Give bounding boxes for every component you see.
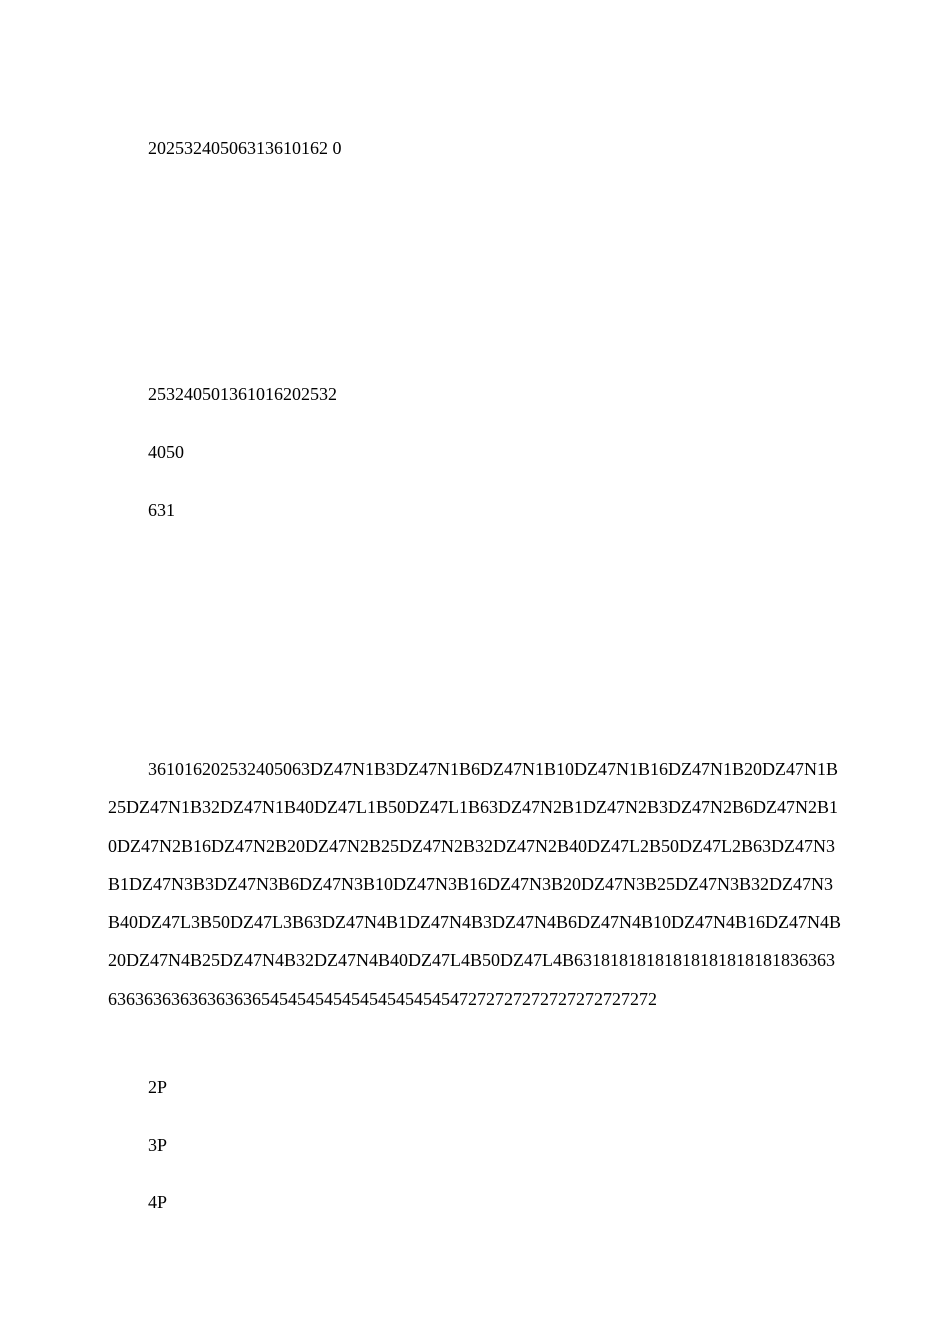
item-3p: 3P (148, 1135, 168, 1155)
body-paragraph: 361016202532405063DZ47N1B3DZ47N1B6DZ47N1B10DZ47N1B16DZ47N1B20DZ47N1B25DZ47N1B32DZ47N1B40DZ47L1B50DZ47L1B63DZ47N2B1DZ47N2B3DZ47N2B6DZ47N2B10DZ47N2B16DZ47N2B20DZ47N2B25DZ47N2B32DZ47N2B40DZ47L2B50DZ47L2B63DZ47N3B1DZ47N3B3DZ47N3B6DZ47N3B10DZ47N3B16DZ47N3B20DZ47N3B25DZ47N3B32DZ47N3B40DZ47L3B50DZ47L3B63DZ47N4B1DZ47N4B3DZ47N4B6DZ47N4B10DZ47N4B16DZ47N4B20DZ47N4B25DZ47N4B32DZ47N4B40DZ47L4B50DZ47L4B631818181818181818181818363636363636363636363654545454545454545454547272727272727272727272 (108, 759, 841, 1009)
text-line-3: 4050 (148, 442, 184, 462)
text-line-1: 20253240506313610162 0 (148, 138, 342, 158)
text-line-2: 253240501361016202532 (148, 384, 337, 404)
text-line-4: 631 (148, 500, 175, 520)
item-2p: 2P (148, 1077, 168, 1097)
item-4p: 4P (148, 1192, 168, 1212)
